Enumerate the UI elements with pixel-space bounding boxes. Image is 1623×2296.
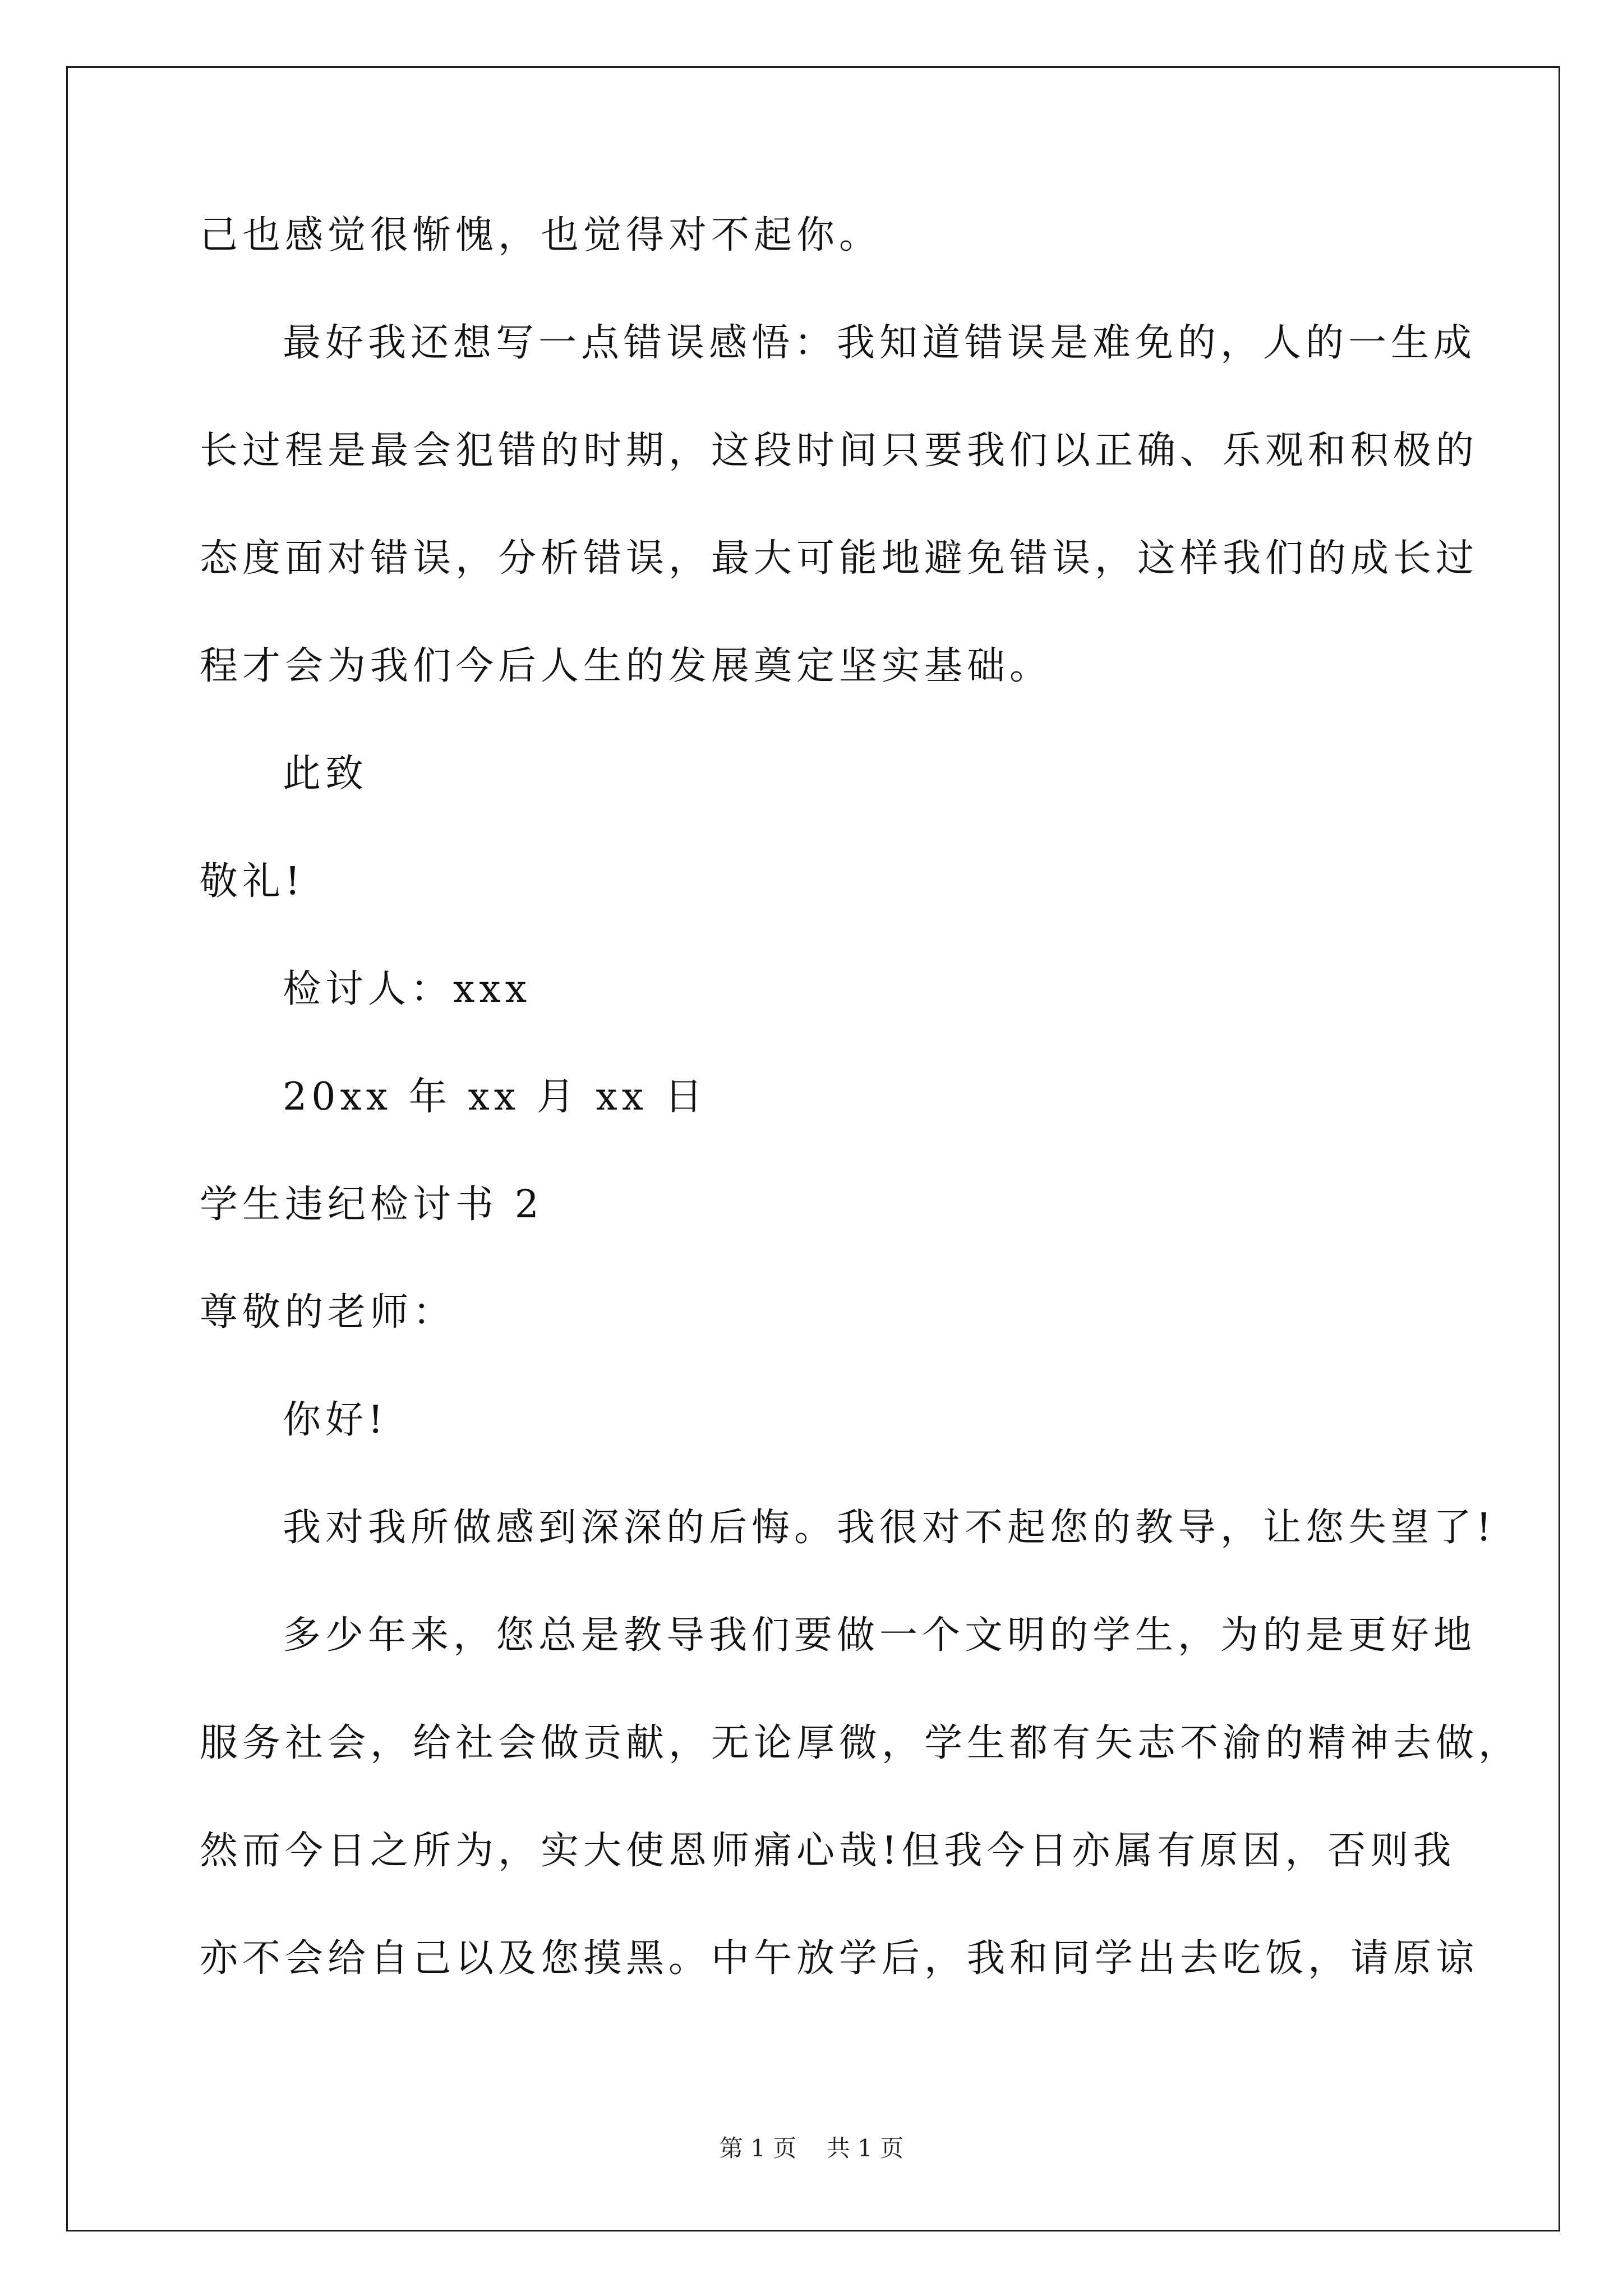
- paragraph-line: 亦不会给自己以及您摸黑。中午放学后，我和同学出去吃饭，请原谅: [200, 1936, 1479, 1981]
- paragraph-line: 最好我还想写一点错误感悟：我知道错误是难免的，人的一生成: [283, 321, 1477, 365]
- paragraph-line: 我对我所做感到深深的后悔。我很对不起您的教导，让您失望了!: [283, 1506, 1496, 1550]
- paragraph-line: 服务社会，给社会做贡献，无论厚微，学生都有矢志不渝的精神去做，: [200, 1721, 1521, 1765]
- paragraph-line: 己也感觉很惭愧，也觉得对不起你。: [200, 213, 882, 257]
- closing-salutation: 此致: [283, 752, 368, 796]
- page-footer: 第 1 页 共 1 页: [719, 2134, 904, 2162]
- paragraph-line: 长过程是最会犯错的时期，这段时间只要我们以正确、乐观和积极的: [200, 429, 1479, 473]
- letter-hello: 你好!: [283, 1398, 388, 1442]
- paragraph-line: 多少年来，您总是教导我们要做一个文明的学生，为的是更好地: [283, 1613, 1477, 1658]
- paragraph-line: 然而今日之所为，实大使恩师痛心哉!但我今日亦属有原因，否则我: [200, 1829, 1456, 1873]
- closing-regards: 敬礼!: [200, 859, 305, 904]
- page-border: [66, 66, 1560, 2231]
- paragraph-line: 程才会为我们今后人生的发展奠定坚实基础。: [200, 644, 1053, 688]
- signature-date: 20xx 年 xx 月 xx 日: [283, 1075, 707, 1119]
- letter-greeting: 尊敬的老师：: [200, 1290, 456, 1335]
- section-title: 学生违纪检讨书 2: [200, 1182, 543, 1227]
- paragraph-line: 态度面对错误，分析错误，最大可能地避免错误，这样我们的成长过: [200, 536, 1479, 581]
- signature-author: 检讨人：xxx: [283, 967, 532, 1011]
